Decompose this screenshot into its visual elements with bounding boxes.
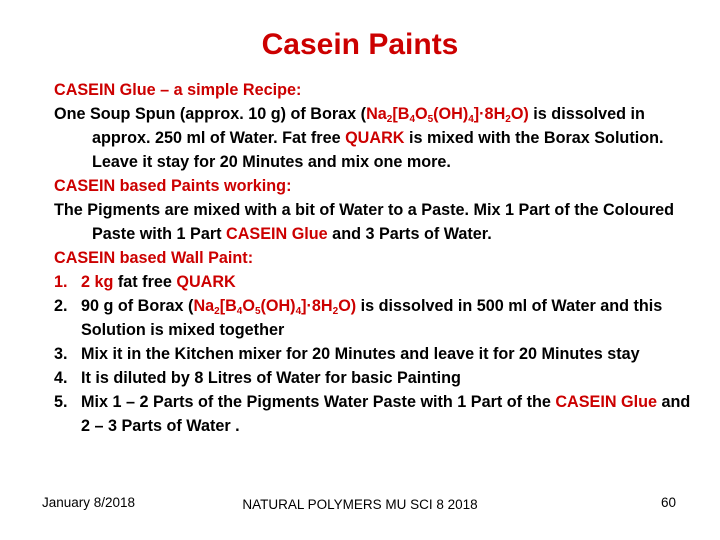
paragraph-glue-recipe [54,102,694,174]
heading-casein-glue: CASEIN Glue – a simple Recipe: [54,81,302,99]
text-segment: Mix it in the Kitchen mixer for 20 Minutes and leave it for 20 Minutes stay [81,345,640,363]
text-segment: and 3 Parts of Water. [327,225,492,243]
text-segment: Mix 1 – 2 Parts of the Pigments Water Paste with 1 Part of the [81,393,556,411]
chemical-formula: $Na_2[B_4O_5(OH)_4]\cdot 8H_2O$) [193,297,357,317]
list-item-3 [54,342,694,366]
glue-highlight: CASEIN Glue [555,393,657,411]
quark-highlight: QUARK [176,273,236,291]
text-segment: One Soup Spun (approx. 10 g) of Borax ( [54,105,367,123]
quark-highlight: QUARK [345,129,405,147]
list-item-1 [54,270,694,294]
list-number: 1. [54,273,68,291]
text-segment: is mixed with the Borax Solution. Leave it stay for 20 Minutes and mix one more. [92,129,664,171]
text-segment: The Pigments are mixed with a bit of Water to a Paste. Mix 1 Part of the Coloured Paste with 1 Part [54,201,675,243]
list-item-5 [54,390,694,438]
paragraph-paints-working [54,198,694,246]
text-segment: and 2 – 3 Parts of Water . [81,393,691,435]
text-segment: It is diluted by 8 Litres of Water for basic Painting [81,369,461,387]
heading-paints-working: CASEIN based Paints working: [54,177,292,195]
text-segment: 90 g of Borax ( [81,297,194,315]
list-number: 4. [54,369,68,387]
text-segment: is dissolved in 500 ml of Water and this Solution is mixed together [81,297,663,339]
text-segment: is dissolved in approx. 250 ml of Water. Fat free [92,105,645,147]
list-item-2 [54,294,694,342]
list-item-4 [54,366,694,390]
heading-wall-paint: CASEIN based Wall Paint: [54,249,254,267]
slide-title: Casein Paints [261,28,459,61]
slide-body [54,78,694,438]
footer-date: January 8/2018 [42,495,136,510]
footer-page-number: 60 [661,495,677,510]
text-segment: fat free [113,273,177,291]
quantity-highlight: 2 kg [81,273,114,291]
list-number: 3. [54,345,68,363]
list-number: 2. [54,297,68,315]
list-number: 5. [54,393,68,411]
glue-highlight: CASEIN Glue [226,225,328,243]
chemical-formula: $Na_2[B_4O_5(OH)_4]\cdot 8H_2O$) [366,105,529,125]
footer-course: NATURAL POLYMERS MU SCI 8 2018 [242,497,478,512]
